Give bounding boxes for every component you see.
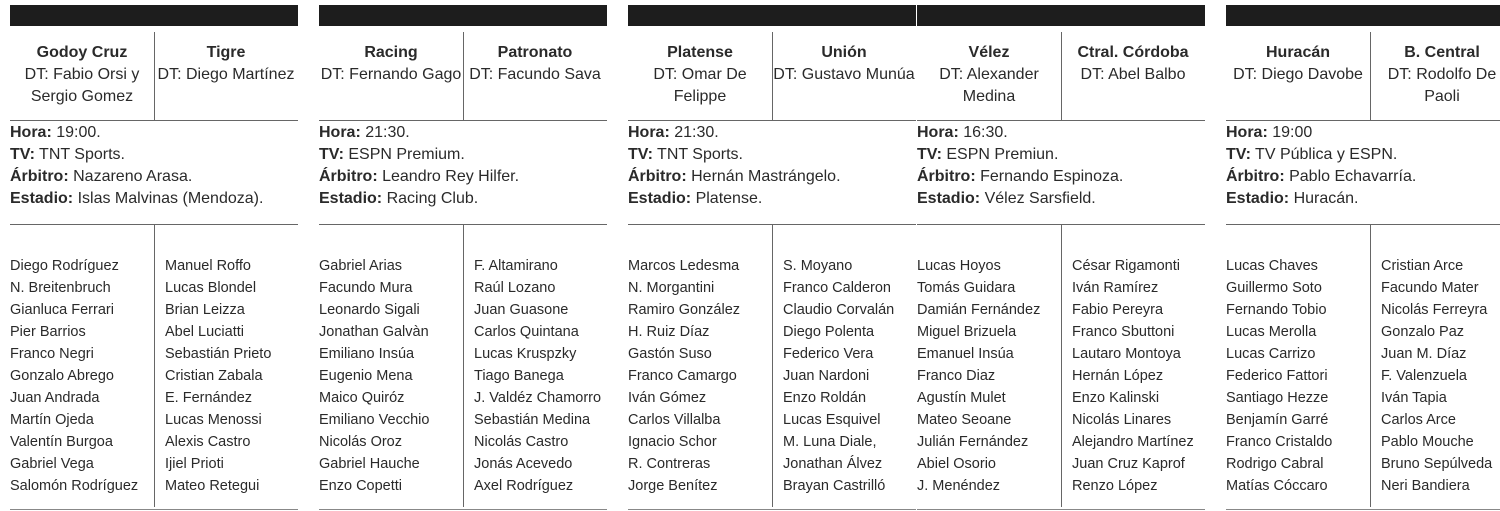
player-name: Rodrigo Cabral <box>1226 456 1324 472</box>
home-team-coach: DT: Fernando Gago <box>320 66 462 83</box>
away-lineup <box>474 255 601 497</box>
player-name: Claudio Corvalán <box>783 302 895 318</box>
player-name: César Rigamonti <box>1072 258 1180 274</box>
player-name: Franco Negri <box>10 346 94 362</box>
info-estadio-label: Estadio: <box>628 190 692 207</box>
away-team <box>1370 32 1500 120</box>
info-arbitro-label: Árbitro: <box>10 168 69 185</box>
player-name: Alejandro Martínez <box>1072 434 1194 450</box>
player-name: Ijiel Prioti <box>165 456 224 472</box>
player-name: Agustín Mulet <box>917 390 1006 406</box>
player-name: Raúl Lozano <box>474 280 556 296</box>
divider <box>1370 32 1371 120</box>
info-arbitro <box>628 166 916 188</box>
info-hora <box>319 122 607 144</box>
player-name: Enzo Kalinski <box>1072 390 1160 406</box>
info-tv-label: TV: <box>1226 146 1251 163</box>
home-lineup <box>1226 255 1332 497</box>
info-tv <box>1226 144 1500 166</box>
player-name: Julián Fernández <box>917 434 1029 450</box>
player-name: Franco Sbuttoni <box>1072 324 1175 340</box>
info-estadio-value: Huracán. <box>1293 190 1359 207</box>
player-name: Franco Camargo <box>628 368 737 384</box>
divider <box>628 509 916 510</box>
player-name: Eugenio Mena <box>319 368 413 384</box>
divider <box>10 120 298 121</box>
divider <box>319 509 607 510</box>
player-name: Gabriel Vega <box>10 456 94 472</box>
info-hora-label: Hora: <box>319 124 361 141</box>
info-arbitro <box>319 166 607 188</box>
player-name: Carlos Arce <box>1381 412 1456 428</box>
info-hora <box>628 122 916 144</box>
away-team-coach: DT: Diego Martínez <box>157 66 295 83</box>
divider <box>319 120 607 121</box>
player-name: J. Valdéz Chamorro <box>474 390 602 406</box>
info-hora-value: 21:30. <box>365 124 410 141</box>
player-name: Santiago Hezze <box>1226 390 1329 406</box>
player-name: Tiago Banega <box>474 368 564 384</box>
divider <box>463 225 464 507</box>
info-arbitro-value: Nazareno Arasa. <box>73 168 193 185</box>
info-estadio-value: Islas Malvinas (Mendoza). <box>77 190 264 207</box>
divider <box>10 509 298 510</box>
player-name: Enzo Roldán <box>783 390 867 406</box>
info-tv <box>917 144 1205 166</box>
player-name: Mateo Retegui <box>165 478 260 494</box>
player-name: F. Valenzuela <box>1381 368 1467 384</box>
divider <box>1226 120 1500 121</box>
player-name: R. Contreras <box>628 456 711 472</box>
divider <box>463 32 464 120</box>
divider <box>1061 225 1062 507</box>
player-name: Abel Luciatti <box>165 324 244 340</box>
info-estadio-label: Estadio: <box>319 190 383 207</box>
player-name: Neri Bandiera <box>1381 478 1470 494</box>
away-team-name: B. Central <box>1404 44 1480 61</box>
player-name: Jonathan Galvàn <box>319 324 429 340</box>
player-name: Emiliano Vecchio <box>319 412 430 428</box>
home-lineup <box>319 255 429 497</box>
info-hora-label: Hora: <box>917 124 959 141</box>
match-card <box>319 5 607 511</box>
info-tv-value: TNT Sports. <box>39 146 125 163</box>
player-name: Renzo López <box>1072 478 1158 494</box>
away-team-name: Patronato <box>497 44 573 61</box>
player-name: Bruno Sepúlveda <box>1381 456 1493 472</box>
divider <box>772 32 773 120</box>
player-name: Juan Nardoni <box>783 368 870 384</box>
player-name: Tomás Guidara <box>917 280 1016 296</box>
player-name: Nicolás Linares <box>1072 412 1172 428</box>
player-name: Facundo Mura <box>319 280 413 296</box>
player-name: Fabio Pereyra <box>1072 302 1164 318</box>
player-name: Nicolás Ferreyra <box>1381 302 1488 318</box>
info-tv-label: TV: <box>628 146 653 163</box>
info-estadio-label: Estadio: <box>1226 190 1290 207</box>
away-team <box>772 32 916 120</box>
header-bar <box>628 5 916 26</box>
player-name: Federico Fattori <box>1226 368 1328 384</box>
home-team <box>917 32 1061 120</box>
away-team-coach: DT: Facundo Sava <box>469 66 601 83</box>
info-tv-label: TV: <box>917 146 942 163</box>
player-name: Lucas Kruspzky <box>474 346 577 362</box>
player-name: Leonardo Sigali <box>319 302 420 318</box>
player-name: Matías Cóccaro <box>1226 478 1328 494</box>
info-hora-value: 21:30. <box>674 124 719 141</box>
divider <box>1061 32 1062 120</box>
away-lineup <box>1381 255 1492 497</box>
player-name: Guillermo Soto <box>1226 280 1322 296</box>
info-tv <box>10 144 298 166</box>
home-team <box>319 32 463 120</box>
info-tv-value: TV Pública y ESPN. <box>1255 146 1398 163</box>
player-name: Enzo Copetti <box>319 478 403 494</box>
info-arbitro <box>1226 166 1500 188</box>
player-name: Mateo Seoane <box>917 412 1012 428</box>
player-name: Gianluca Ferrari <box>10 302 114 318</box>
player-name: Salomón Rodríguez <box>10 478 139 494</box>
player-name: Sebastián Medina <box>474 412 591 428</box>
player-name: Ramiro González <box>628 302 741 318</box>
player-name: Diego Rodríguez <box>10 258 119 274</box>
info-tv-value: ESPN Premiun. <box>946 146 1059 163</box>
home-team <box>1226 32 1370 120</box>
player-name: Lucas Carrizo <box>1226 346 1316 362</box>
home-team <box>628 32 772 120</box>
away-team <box>1061 32 1205 120</box>
player-name: Facundo Mater <box>1381 280 1479 296</box>
divider <box>1226 509 1500 510</box>
player-name: M. Luna Diale, <box>783 434 877 450</box>
player-name: Franco Cristaldo <box>1226 434 1333 450</box>
player-name: E. Fernández <box>165 390 253 406</box>
player-name: Lucas Menossi <box>165 412 262 428</box>
player-name: Lautaro Montoya <box>1072 346 1181 362</box>
away-team-coach: DT: Rodolfo De Paoli <box>1387 66 1497 105</box>
info-hora-label: Hora: <box>628 124 670 141</box>
info-hora-label: Hora: <box>1226 124 1268 141</box>
player-name: Juan M. Díaz <box>1381 346 1467 362</box>
header-bar <box>917 5 1205 26</box>
player-name: Valentín Burgoa <box>10 434 113 450</box>
divider <box>772 225 773 507</box>
home-team-name: Platense <box>667 44 733 61</box>
player-name: Hernán López <box>1072 368 1164 384</box>
info-arbitro-label: Árbitro: <box>628 168 687 185</box>
away-team-coach: DT: Gustavo Munúa <box>773 66 915 83</box>
info-arbitro-label: Árbitro: <box>1226 168 1285 185</box>
player-name: Damián Fernández <box>917 302 1041 318</box>
player-name: Abiel Osorio <box>917 456 996 472</box>
player-name: Carlos Villalba <box>628 412 721 428</box>
info-hora <box>1226 122 1500 144</box>
player-name: Jorge Benítez <box>628 478 718 494</box>
player-name: Cristian Arce <box>1381 258 1464 274</box>
teams-header <box>1226 32 1500 120</box>
home-team-name: Vélez <box>968 44 1010 61</box>
match-card <box>10 5 298 511</box>
player-name: Nicolás Castro <box>474 434 569 450</box>
player-name: Iván Ramírez <box>1072 280 1159 296</box>
info-tv-value: ESPN Premium. <box>348 146 465 163</box>
player-name: Pablo Mouche <box>1381 434 1474 450</box>
header-bar <box>319 5 607 26</box>
player-name: Nicolás Oroz <box>319 434 402 450</box>
player-name: Alexis Castro <box>165 434 251 450</box>
player-name: Emanuel Insúa <box>917 346 1014 362</box>
home-team-coach: DT: Alexander Medina <box>939 66 1039 105</box>
divider <box>628 120 916 121</box>
divider <box>917 120 1205 121</box>
player-name: S. Moyano <box>783 258 853 274</box>
player-name: Iván Tapia <box>1381 390 1447 406</box>
player-name: Emiliano Insúa <box>319 346 415 362</box>
player-name: N. Breitenbruch <box>10 280 111 296</box>
player-name: Jonás Acevedo <box>474 456 573 472</box>
home-lineup <box>628 255 740 497</box>
divider <box>1370 225 1371 507</box>
player-name: Miguel Brizuela <box>917 324 1017 340</box>
divider <box>1226 224 1500 225</box>
player-name: Carlos Quintana <box>474 324 579 340</box>
header-bar <box>10 5 298 26</box>
player-name: Federico Vera <box>783 346 874 362</box>
home-team <box>10 32 154 120</box>
info-arbitro-value: Leandro Rey Hilfer. <box>382 168 520 185</box>
player-name: Marcos Ledesma <box>628 258 740 274</box>
info-hora-label: Hora: <box>10 124 52 141</box>
info-arbitro-label: Árbitro: <box>319 168 378 185</box>
match-card <box>1226 5 1500 511</box>
player-name: Iván Gómez <box>628 390 707 406</box>
info-hora <box>10 122 298 144</box>
match-info <box>628 122 916 210</box>
match-info <box>917 122 1205 210</box>
info-hora-value: 16:30. <box>963 124 1008 141</box>
home-team-name: Huracán <box>1265 44 1331 61</box>
player-name: Ignacio Schor <box>628 434 717 450</box>
home-team-coach: DT: Diego Davobe <box>1233 66 1363 83</box>
player-name: Juan Andrada <box>10 390 100 406</box>
info-estadio-label: Estadio: <box>10 190 74 207</box>
home-team-coach: DT: Omar De Felippe <box>653 66 747 105</box>
player-name: Lucas Blondel <box>165 280 257 296</box>
player-name: Franco Diaz <box>917 368 996 384</box>
info-estadio <box>1226 188 1500 210</box>
player-name: J. Menéndez <box>917 478 1001 494</box>
away-lineup <box>1072 255 1194 497</box>
away-team-coach: DT: Abel Balbo <box>1080 66 1186 83</box>
info-arbitro-value: Hernán Mastrángelo. <box>691 168 841 185</box>
home-team-name: Racing <box>364 44 418 61</box>
away-lineup <box>165 255 271 497</box>
player-name: H. Ruiz Díaz <box>628 324 710 340</box>
player-name: Lucas Merolla <box>1226 324 1317 340</box>
match-info <box>10 122 298 210</box>
home-team-name: Godoy Cruz <box>36 44 128 61</box>
player-name: Juan Cruz Kaprof <box>1072 456 1185 472</box>
divider <box>917 509 1205 510</box>
info-estadio <box>917 188 1205 210</box>
player-name: Lucas Hoyos <box>917 258 1001 274</box>
away-team-name: Unión <box>821 44 867 61</box>
player-name: Sebastián Prieto <box>165 346 272 362</box>
info-arbitro <box>10 166 298 188</box>
player-name: Brayan Castrilló <box>783 478 886 494</box>
player-name: Cristian Zabala <box>165 368 263 384</box>
player-name: F. Altamirano <box>474 258 558 274</box>
home-lineup <box>917 255 1040 497</box>
away-team <box>154 32 298 120</box>
player-name: Manuel Roffo <box>165 258 251 274</box>
player-name: Lucas Chaves <box>1226 258 1318 274</box>
player-name: Jonathan Álvez <box>783 456 883 472</box>
player-name: Gonzalo Paz <box>1381 324 1465 340</box>
away-team <box>463 32 607 120</box>
divider <box>154 32 155 120</box>
player-name: Franco Calderon <box>783 280 891 296</box>
info-estadio-label: Estadio: <box>917 190 981 207</box>
info-tv-value: TNT Sports. <box>657 146 743 163</box>
away-team-name: Ctral. Córdoba <box>1077 44 1189 61</box>
info-hora-value: 19:00 <box>1272 124 1313 141</box>
home-lineup <box>10 255 138 497</box>
info-hora <box>917 122 1205 144</box>
divider <box>154 225 155 507</box>
player-name: Maico Quiróz <box>319 390 405 406</box>
header-bar <box>1226 5 1500 26</box>
away-lineup <box>783 255 894 497</box>
info-tv <box>628 144 916 166</box>
info-tv-label: TV: <box>10 146 35 163</box>
info-arbitro-label: Árbitro: <box>917 168 976 185</box>
player-name: Lucas Esquivel <box>783 412 881 428</box>
info-estadio <box>628 188 916 210</box>
info-tv <box>319 144 607 166</box>
player-name: Gonzalo Abrego <box>10 368 114 384</box>
player-name: Axel Rodríguez <box>474 478 574 494</box>
away-team-name: Tigre <box>206 44 246 61</box>
player-name: Brian Leizza <box>165 302 245 318</box>
info-estadio-value: Racing Club. <box>386 190 479 207</box>
match-info <box>319 122 607 210</box>
home-team-coach: DT: Fabio Orsi y Sergio Gomez <box>24 66 140 105</box>
info-arbitro-value: Fernando Espinoza. <box>980 168 1124 185</box>
player-name: Gastón Suso <box>628 346 712 362</box>
player-name: Gabriel Hauche <box>319 456 420 472</box>
info-hora-value: 19:00. <box>56 124 101 141</box>
info-estadio-value: Platense. <box>695 190 763 207</box>
match-card <box>917 5 1205 511</box>
player-name: Benjamín Garré <box>1226 412 1329 428</box>
player-name: Juan Guasone <box>474 302 569 318</box>
info-estadio <box>319 188 607 210</box>
player-name: Pier Barrios <box>10 324 86 340</box>
player-name: Gabriel Arias <box>319 258 403 274</box>
match-info <box>1226 122 1500 210</box>
player-name: Fernando Tobio <box>1226 302 1327 318</box>
match-card <box>628 5 916 511</box>
info-estadio <box>10 188 298 210</box>
info-arbitro-value: Pablo Echavarría. <box>1289 168 1417 185</box>
player-name: Martín Ojeda <box>10 412 94 428</box>
info-tv-label: TV: <box>319 146 344 163</box>
player-name: Diego Polenta <box>783 324 875 340</box>
info-arbitro <box>917 166 1205 188</box>
player-name: N. Morgantini <box>628 280 715 296</box>
info-estadio-value: Vélez Sarsfield. <box>984 190 1096 207</box>
